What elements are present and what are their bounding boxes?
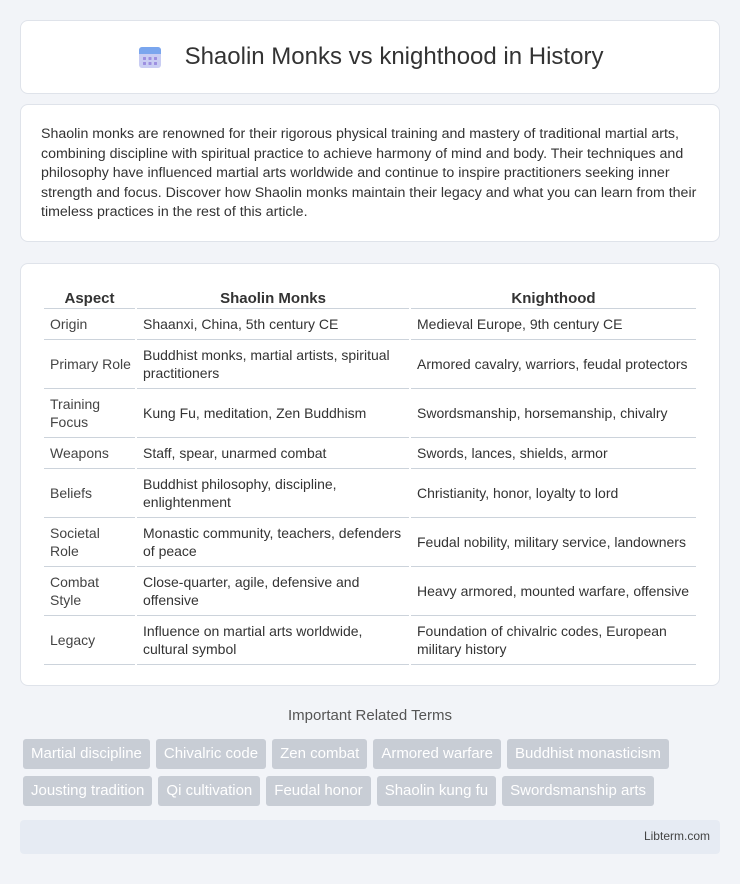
term-tag[interactable]: Jousting tradition bbox=[23, 776, 152, 806]
table-row bbox=[44, 567, 696, 616]
cell-aspect: Origin bbox=[44, 309, 135, 340]
header-aspect: Aspect bbox=[44, 286, 135, 309]
table-row bbox=[44, 309, 696, 340]
table-row bbox=[44, 518, 696, 567]
cell-aspect: Societal Role bbox=[44, 518, 135, 567]
cell-shaolin: Kung Fu, meditation, Zen Buddhism bbox=[137, 389, 409, 438]
cell-knighthood: Feudal nobility, military service, landowners bbox=[411, 518, 696, 567]
table-header-row bbox=[44, 286, 696, 309]
term-tag[interactable]: Armored warfare bbox=[373, 739, 501, 769]
cell-aspect: Training Focus bbox=[44, 389, 135, 438]
comparison-table bbox=[42, 286, 698, 665]
term-tag[interactable]: Zen combat bbox=[272, 739, 367, 769]
cell-aspect: Legacy bbox=[44, 616, 135, 665]
cell-shaolin: Influence on martial arts worldwide, cultural symbol bbox=[137, 616, 409, 665]
term-tag[interactable]: Shaolin kung fu bbox=[377, 776, 496, 806]
table-row bbox=[44, 616, 696, 665]
cell-aspect: Beliefs bbox=[44, 469, 135, 518]
intro-text: Shaolin monks are renowned for their rigorous physical training and mastery of traditional martial arts, combining discipline with spiritual practice to achieve harmony of mind and body. Their techniques and philosophy have influenced martial arts worldwide and continue to inspire practitioners seeking inner strength and focus. Discover how Shaolin monks maintain their legacy and what you can learn from their timeless practices in the rest of this article. bbox=[41, 126, 697, 220]
cell-shaolin: Shaanxi, China, 5th century CE bbox=[137, 309, 409, 340]
header-shaolin: Shaolin Monks bbox=[137, 286, 409, 309]
table-row bbox=[44, 438, 696, 469]
cell-shaolin: Staff, spear, unarmed combat bbox=[137, 438, 409, 469]
cell-knighthood: Medieval Europe, 9th century CE bbox=[411, 309, 696, 340]
cell-aspect: Combat Style bbox=[44, 567, 135, 616]
table-row bbox=[44, 389, 696, 438]
cell-shaolin: Monastic community, teachers, defenders of peace bbox=[137, 518, 409, 567]
term-tag[interactable]: Chivalric code bbox=[156, 739, 266, 769]
cell-shaolin: Close-quarter, agile, defensive and offensive bbox=[137, 567, 409, 616]
cell-knighthood: Armored cavalry, warriors, feudal protectors bbox=[411, 340, 696, 389]
term-tag[interactable]: Buddhist monasticism bbox=[507, 739, 669, 769]
cell-shaolin: Buddhist philosophy, discipline, enlightenment bbox=[137, 469, 409, 518]
header-card bbox=[20, 20, 720, 94]
term-tag[interactable]: Martial discipline bbox=[23, 739, 150, 769]
footer bbox=[20, 820, 720, 854]
cell-knighthood: Swordsmanship, horsemanship, chivalry bbox=[411, 389, 696, 438]
term-tag[interactable]: Feudal honor bbox=[266, 776, 370, 806]
intro-card bbox=[20, 104, 720, 242]
comparison-table-card bbox=[20, 263, 720, 686]
related-terms-list bbox=[23, 739, 723, 806]
table-row bbox=[44, 340, 696, 389]
term-tag[interactable]: Qi cultivation bbox=[158, 776, 260, 806]
cell-knighthood: Foundation of chivalric codes, European military history bbox=[411, 616, 696, 665]
related-terms-title: Important Related Terms bbox=[288, 707, 452, 724]
term-tag[interactable]: Swordsmanship arts bbox=[502, 776, 654, 806]
cell-knighthood: Christianity, honor, loyalty to lord bbox=[411, 469, 696, 518]
footer-site-link[interactable]: Libterm.com bbox=[643, 829, 710, 843]
header-knighthood: Knighthood bbox=[411, 286, 696, 309]
cell-aspect: Primary Role bbox=[44, 340, 135, 389]
cell-shaolin: Buddhist monks, martial artists, spiritual practitioners bbox=[137, 340, 409, 389]
cell-knighthood: Heavy armored, mounted warfare, offensive bbox=[411, 567, 696, 616]
page-title: Shaolin Monks vs knighthood in History bbox=[184, 43, 604, 70]
cell-aspect: Weapons bbox=[44, 438, 135, 469]
cell-knighthood: Swords, lances, shields, armor bbox=[411, 438, 696, 469]
table-row bbox=[44, 469, 696, 518]
calendar-icon bbox=[137, 44, 163, 70]
